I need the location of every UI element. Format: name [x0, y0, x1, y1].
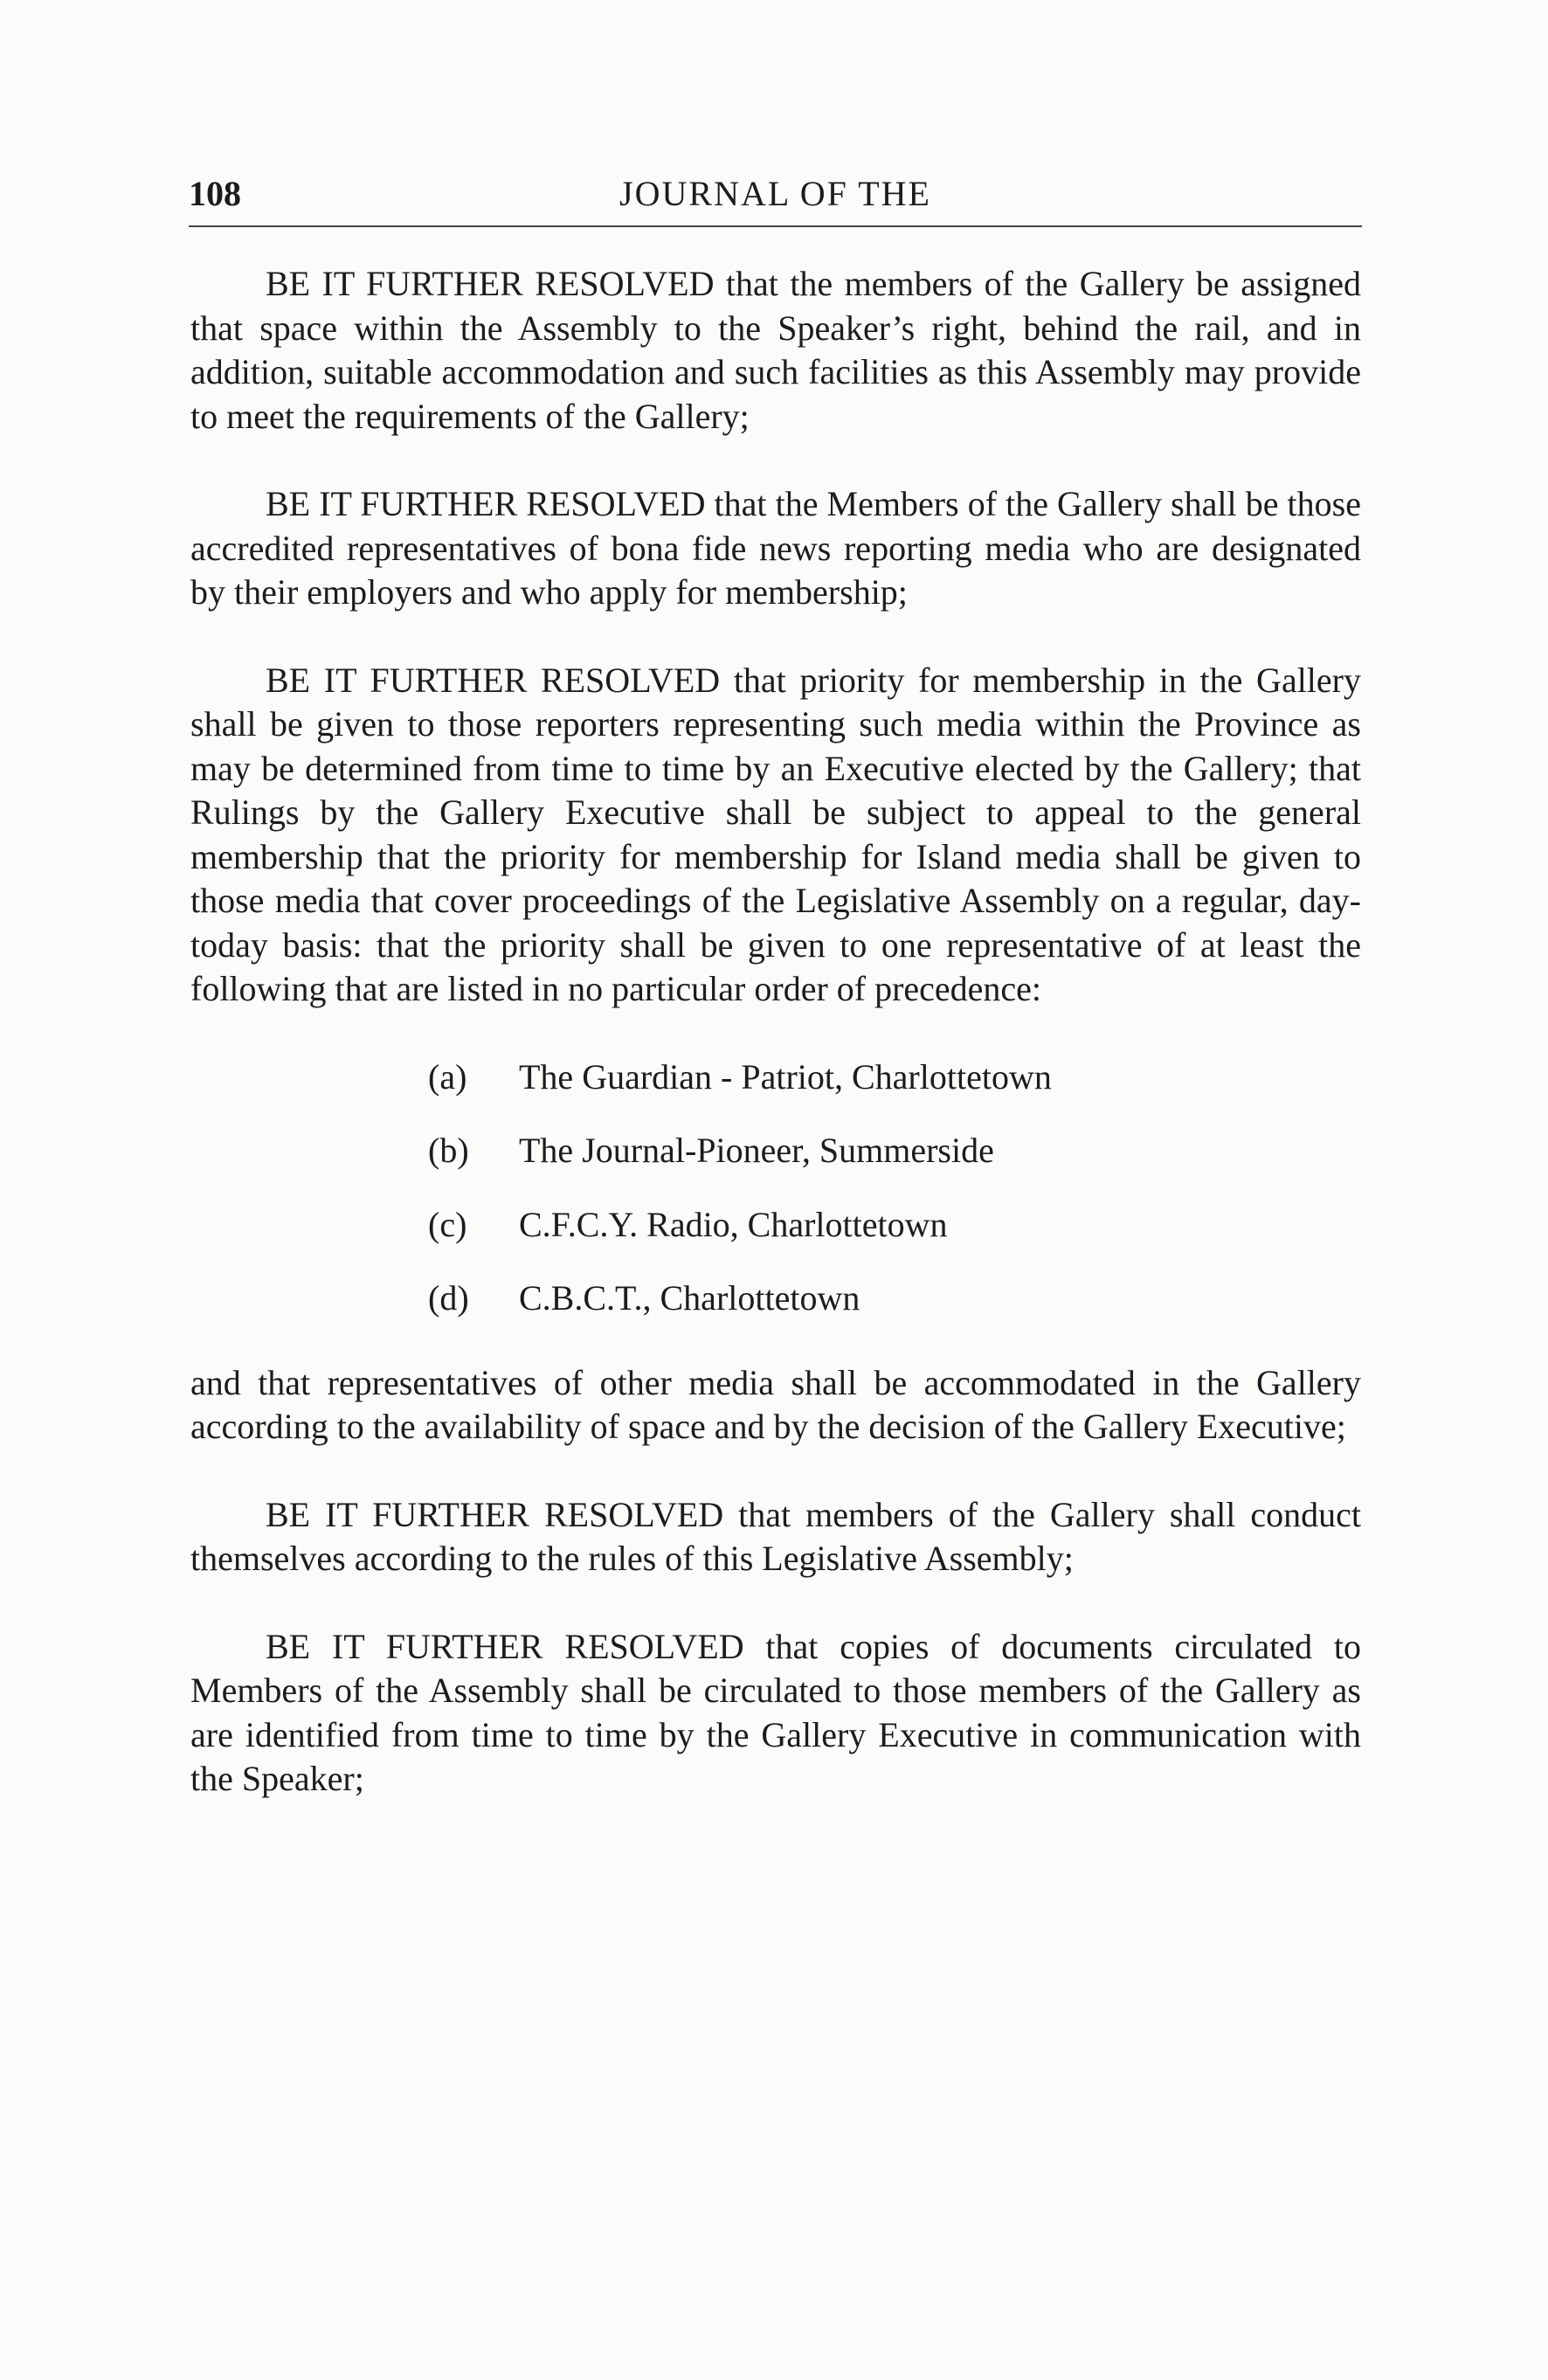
resolution-paragraph-other-media: and that representatives of other media shall be accommodated in the Gallery according to the availability of space and by the decision of the Gallery Executive; [190, 1362, 1361, 1446]
list-item [190, 1276, 1361, 1321]
list-item [190, 1203, 1361, 1248]
list-item-text: The Journal-Pioneer, Summerside [519, 1131, 994, 1170]
list-item-text: The Guardian - Patriot, Charlottetown [519, 1056, 1052, 1097]
list-letter: (a) [428, 1056, 467, 1097]
list-letter: (d) [428, 1278, 469, 1318]
resolution-text [190, 262, 1361, 1845]
list-letter: (b) [428, 1131, 469, 1170]
list-item [190, 1129, 1361, 1173]
page-header [189, 173, 1362, 229]
list-item [190, 1055, 1361, 1100]
list-letter: (c) [428, 1204, 467, 1244]
header-rule [189, 225, 1362, 227]
list-item-text: C.F.C.Y. Radio, Charlottetown [519, 1204, 948, 1244]
resolution-paragraph-conduct: BE IT FURTHER RESOLVED that members of the Gallery shall conduct themselves according to the rules of this Legislative Assembly; [190, 1494, 1361, 1578]
resolution-paragraph-priority: BE IT FURTHER RESOLVED that priority for membership in the Gallery shall be given to those reporters representing such media within the Province as may be determined from time to time by an Executive elected by the Gallery; that Rulings by the Gallery Executive shall be subject to appeal to the general membership that the priority for membership for Island media shall be given to those media that cover proceedings of the Legislative Assembly on a regular, day-today basis: that the priority shall be given to one representative of at least the following that are listed in no particular order of precedence: [190, 660, 1361, 1008]
media-list [190, 1055, 1361, 1321]
page-number: 108 [189, 174, 241, 213]
resolution-paragraph-gallery-space: BE IT FURTHER RESOLVED that the members of the Gallery be assigned that space within the Assembly to the Speaker’s right, behind the rail, and in addition, suitable accommodation and such facilities as this Assembly may provide to meet the requirements of the Gallery; [190, 264, 1361, 436]
resolution-paragraph-documents: BE IT FURTHER RESOLVED that copies of documents circulated to Members of the Assembly shall be circulated to those members of the Gallery as are identified from time to time by the Gallery Executive in communication with the Speaker; [190, 1626, 1361, 1798]
running-head: JOURNAL OF THE [619, 174, 931, 213]
resolution-paragraph-gallery-members: BE IT FURTHER RESOLVED that the Members of the Gallery shall be those accredited representatives of bona fide news reporting media who are designated by their employers and who apply for membership; [190, 484, 1361, 612]
list-item-text: C.B.C.T., Charlottetown [519, 1278, 860, 1318]
